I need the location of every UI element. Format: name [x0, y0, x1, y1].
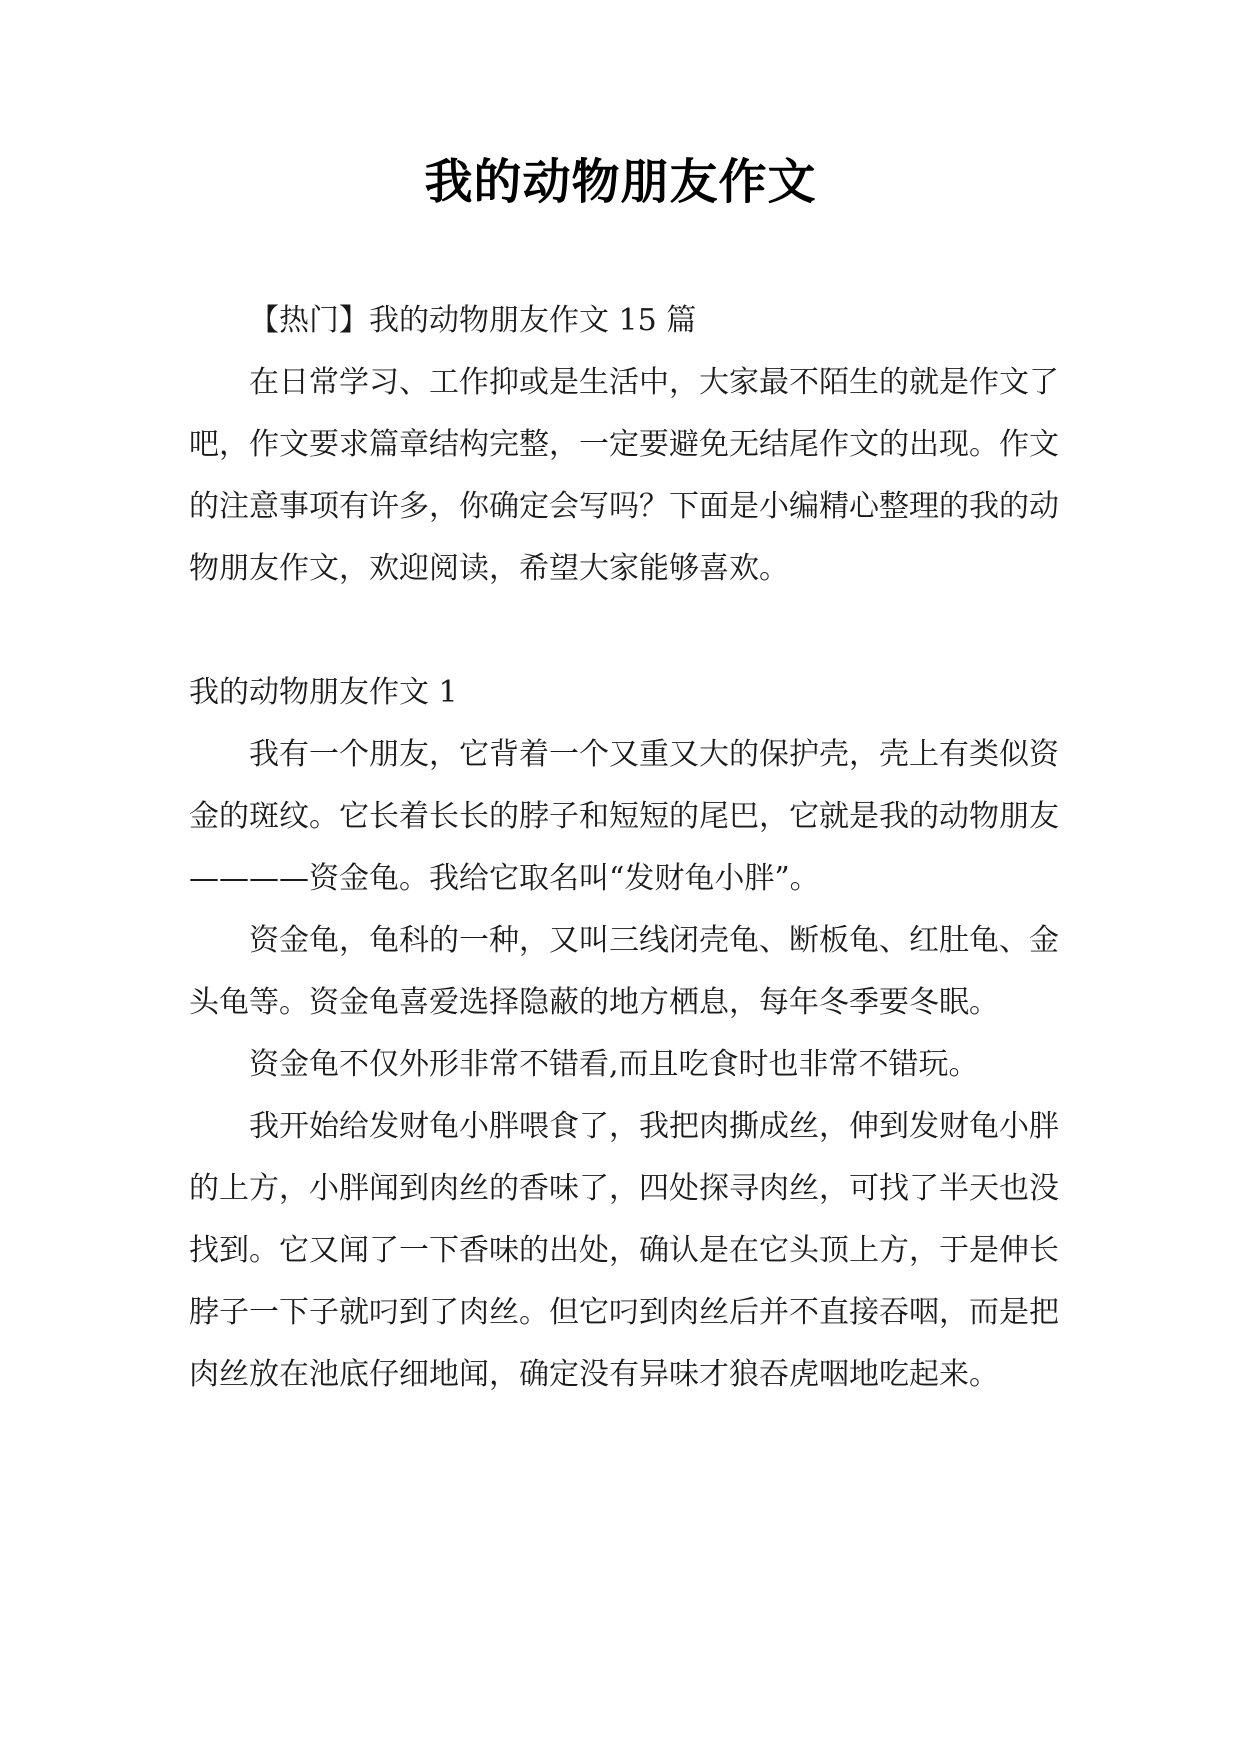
document-subtitle: 【热门】我的动物朋友作文 15 篇 [249, 303, 697, 338]
document-body [189, 290, 1059, 1406]
body-paragraph: 我有一个朋友，它背着一个又重又大的保护壳，壳上有类似资金的斑纹。它长着长长的脖子和短短的尾巴，它就是我的动物朋友————资金龟。我给它取名叫“发财龟小胖”。 [189, 737, 1059, 896]
section-spacer [189, 600, 1059, 662]
document-title: 我的动物朋友作文 [424, 154, 817, 210]
body-paragraph: 资金龟，龟科的一种，又叫三线闭壳龟、断板龟、红肚龟、金头龟等。资金龟喜爱选择隐蔽的地方栖息，每年冬季要冬眠。 [189, 923, 1059, 1020]
intro-paragraph: 在日常学习、工作抑或是生活中，大家最不陌生的就是作文了吧，作文要求篇章结构完整，一定要避免无结尾作文的出现。作文的注意事项有许多，你确定会写吗？下面是小编精心整理的我的动物朋友作文，欢迎阅读，希望大家能够喜欢。 [189, 365, 1059, 586]
body-paragraph: 资金龟不仅外形非常不错看,而且吃食时也非常不错玩。 [249, 1047, 979, 1082]
body-paragraph: 我开始给发财龟小胖喂食了，我把肉撕成丝，伸到发财龟小胖的上方，小胖闻到肉丝的香味了，四处探寻肉丝，可找了半天也没找到。它又闻了一下香味的出处，确认是在它头顶上方，于是伸长脖子一下子就叼到了肉丝。但它叼到肉丝后并不直接吞咽，而是把肉丝放在池底仔细地闻，确定没有异味才狼吞虎咽地吃起来。 [189, 1109, 1059, 1392]
section-heading: 我的动物朋友作文 1 [189, 675, 458, 710]
